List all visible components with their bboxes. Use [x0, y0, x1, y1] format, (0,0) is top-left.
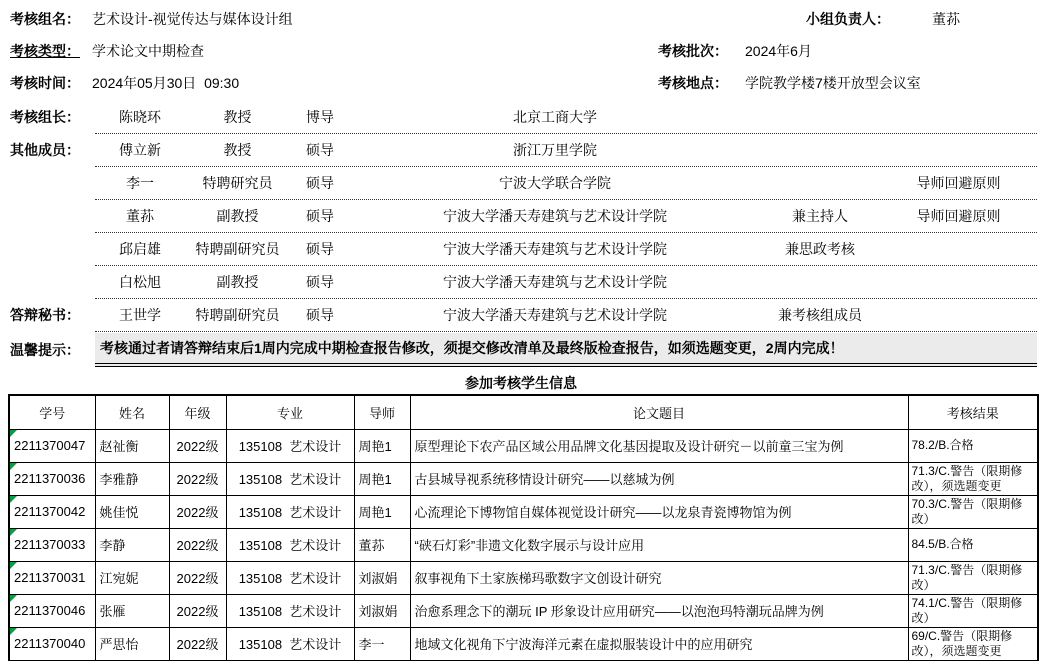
- member-institution: 宁波大学潘天寿建筑与艺术设计学院: [443, 207, 667, 224]
- member-role-note: 兼主持人: [792, 207, 848, 224]
- student-name: 李静: [95, 528, 169, 561]
- student-result: 74.1/C.警告（限期修改）: [908, 594, 1038, 627]
- member-row-label: 其他成员：: [10, 141, 80, 158]
- comment-indicator-icon: [10, 430, 17, 437]
- student-id-cell: [9, 495, 95, 528]
- student-advisor: 周艳1: [354, 429, 410, 462]
- student-major: 135108 艺术设计: [226, 429, 354, 462]
- student-name: 李雅静: [95, 462, 169, 495]
- student-id-cell: [9, 462, 95, 495]
- student-result: 71.3/C.警告（限期修改）: [908, 561, 1038, 594]
- student-advisor: 刘淑娟: [354, 594, 410, 627]
- member-row: [8, 166, 1037, 199]
- group-name-value: 艺术设计-视觉传达与媒体设计组: [92, 11, 293, 27]
- student-major: 135108 艺术设计: [226, 627, 354, 661]
- student-result: 84.5/B.合格: [908, 528, 1038, 561]
- member-row-cells: [95, 232, 1037, 266]
- col-header-thesis: 论文题目: [410, 395, 908, 429]
- member-mentor-type: 硕导: [306, 240, 334, 257]
- time-label: 考核时间：: [10, 75, 80, 91]
- batch-label: 考核批次：: [658, 43, 728, 59]
- member-institution: 宁波大学潘天寿建筑与艺术设计学院: [443, 306, 667, 323]
- col-header-student-id: 学号: [9, 395, 95, 429]
- student-grade: 2022级: [169, 561, 226, 594]
- member-row-label: 考核组长：: [10, 108, 80, 125]
- student-id: 2211370031: [14, 570, 86, 585]
- member-role-note: 兼思政考核: [785, 240, 855, 257]
- student-row: [9, 462, 1038, 495]
- student-id-cell: [9, 561, 95, 594]
- student-id-cell: [9, 429, 95, 462]
- member-row-secretary: [8, 298, 1037, 331]
- member-row-cells: [95, 166, 1037, 200]
- student-grade: 2022级: [169, 627, 226, 661]
- member-row-cells: [95, 100, 1037, 134]
- member-row-label: 答辩秘书：: [10, 306, 80, 323]
- member-row: [8, 199, 1037, 232]
- member-row-cells: [95, 298, 1037, 332]
- student-result: 71.3/C.警告（限期修改），须选题变更: [908, 462, 1038, 495]
- member-title: 教授: [223, 141, 252, 158]
- comment-indicator-icon: [10, 595, 17, 602]
- student-advisor: 刘淑娟: [354, 561, 410, 594]
- member-title: 副教授: [216, 273, 259, 290]
- student-advisor: 周艳1: [354, 462, 410, 495]
- student-name: 姚佳悦: [95, 495, 169, 528]
- col-header-advisor: 导师: [354, 395, 410, 429]
- member-title: 特聘副研究员: [195, 306, 280, 323]
- student-thesis: 治愈系理念下的潮玩 IP 形象设计应用研究——以泡泡玛特潮玩品牌为例: [410, 594, 908, 627]
- member-name: 傅立新: [119, 141, 161, 158]
- student-row: [9, 429, 1038, 462]
- leader-label: 小组负责人：: [806, 11, 890, 27]
- student-grade: 2022级: [169, 462, 226, 495]
- member-mentor-type: 硕导: [306, 174, 334, 191]
- member-institution: 浙江万里学院: [513, 141, 597, 158]
- student-advisor: 周艳1: [354, 495, 410, 528]
- group-name-label: 考核组名：: [10, 11, 80, 27]
- location-value: 学院教学楼7楼开放型会议室: [745, 75, 921, 91]
- leader-value: 董荪: [932, 11, 960, 27]
- member-title: 特聘副研究员: [195, 240, 280, 257]
- member-name: 白松旭: [119, 273, 161, 290]
- student-id-cell: [9, 627, 95, 661]
- member-mentor-type: 硕导: [306, 141, 334, 158]
- member-institution: 宁波大学联合学院: [499, 174, 611, 191]
- student-name: 严思怡: [95, 627, 169, 661]
- member-row-cells: [95, 199, 1037, 233]
- type-value: 学术论文中期检查: [92, 43, 204, 59]
- student-result: 70.3/C.警告（限期修改）: [908, 495, 1038, 528]
- student-major: 135108 艺术设计: [226, 561, 354, 594]
- member-institution: 宁波大学潘天寿建筑与艺术设计学院: [443, 273, 667, 290]
- member-avoidance-note: 导师回避原则: [916, 174, 1001, 191]
- location-label: 考核地点：: [658, 75, 728, 91]
- student-name: 江宛妮: [95, 561, 169, 594]
- member-title: 特聘研究员: [202, 174, 273, 191]
- student-thesis: “硖石灯彩”非遗文化数字展示与设计应用: [410, 528, 908, 561]
- col-header-major: 专业: [226, 395, 354, 429]
- member-title: 副教授: [216, 207, 259, 224]
- member-mentor-type: 硕导: [306, 207, 334, 224]
- student-thesis: 地域文化视角下宁波海洋元素在虚拟服装设计中的应用研究: [410, 627, 908, 661]
- student-id-cell: [9, 528, 95, 561]
- time-value: 2024年05月30日 09:30: [92, 75, 240, 91]
- batch-value: 2024年6月: [745, 43, 812, 59]
- student-thesis: 心流理论下博物馆自媒体视觉设计研究——以龙泉青瓷博物馆为例: [410, 495, 908, 528]
- tip-row: [8, 331, 1037, 368]
- col-header-result: 考核结果: [908, 395, 1038, 429]
- member-row-cells: [95, 265, 1037, 299]
- student-grade: 2022级: [169, 594, 226, 627]
- student-id: 2211370040: [14, 636, 86, 651]
- students-table: [8, 394, 1039, 661]
- member-avoidance-note: 导师回避原则: [916, 207, 1001, 224]
- student-id: 2211370033: [14, 537, 86, 552]
- member-institution: 北京工商大学: [513, 108, 597, 125]
- student-id: 2211370046: [14, 603, 86, 618]
- student-thesis: 叙事视角下土家族梯玛歌数字文创设计研究: [410, 561, 908, 594]
- student-id: 2211370042: [14, 504, 86, 519]
- students-header-row: [9, 395, 1038, 429]
- student-name: 赵祉衡: [95, 429, 169, 462]
- member-row-chairman: [8, 100, 1037, 133]
- student-row: [9, 528, 1038, 561]
- member-name: 陈晓环: [119, 108, 161, 125]
- comment-indicator-icon: [10, 496, 17, 503]
- student-thesis: 原型理论下农产品区域公用品牌文化基因提取及设计研究－以前童三宝为例: [410, 429, 908, 462]
- student-major: 135108 艺术设计: [226, 594, 354, 627]
- students-section-title: 参加考核学生信息: [465, 375, 577, 391]
- student-result: 69/C.警告（限期修改），须选题变更: [908, 627, 1038, 661]
- member-name: 王世学: [119, 306, 161, 323]
- tip-label: 温馨提示：: [10, 341, 80, 358]
- student-grade: 2022级: [169, 429, 226, 462]
- member-row: [8, 133, 1037, 166]
- student-row: [9, 627, 1038, 661]
- col-header-grade: 年级: [169, 395, 226, 429]
- member-mentor-type: 博导: [306, 108, 334, 125]
- comment-indicator-icon: [10, 463, 17, 470]
- student-major: 135108 艺术设计: [226, 495, 354, 528]
- student-thesis: 古县城导视系统移情设计研究——以慈城为例: [410, 462, 908, 495]
- student-result: 78.2/B.合格: [908, 429, 1038, 462]
- tip-text: 考核通过者请答辩结束后1周内完成中期检查报告修改，须提交修改清单及最终版检查报告，如须选题变更，2周内完成！: [95, 333, 1037, 367]
- member-name: 邱启雄: [119, 240, 161, 257]
- student-name: 张雁: [95, 594, 169, 627]
- col-header-name: 姓名: [95, 395, 169, 429]
- member-role-note: 兼考核组成员: [778, 306, 862, 323]
- comment-indicator-icon: [10, 562, 17, 569]
- student-major: 135108 艺术设计: [226, 462, 354, 495]
- member-institution: 宁波大学潘天寿建筑与艺术设计学院: [443, 240, 667, 257]
- student-row: [9, 561, 1038, 594]
- students-table-wrap: [8, 394, 1039, 661]
- member-title: 教授: [223, 108, 252, 125]
- student-id: 2211370047: [14, 438, 86, 453]
- type-label: 考核类型：: [10, 43, 80, 59]
- student-id-cell: [9, 594, 95, 627]
- member-row-cells: [95, 133, 1037, 167]
- member-row: [8, 232, 1037, 265]
- member-name: 李一: [126, 174, 154, 191]
- comment-indicator-icon: [10, 529, 17, 536]
- member-name: 董荪: [126, 207, 154, 224]
- comment-indicator-icon: [10, 628, 17, 635]
- member-mentor-type: 硕导: [306, 306, 334, 323]
- student-grade: 2022级: [169, 495, 226, 528]
- student-advisor: 李一: [354, 627, 410, 661]
- student-row: [9, 495, 1038, 528]
- student-major: 135108 艺术设计: [226, 528, 354, 561]
- student-row: [9, 594, 1038, 627]
- member-row: [8, 265, 1037, 298]
- student-grade: 2022级: [169, 528, 226, 561]
- student-id: 2211370036: [14, 471, 86, 486]
- student-advisor: 董荪: [354, 528, 410, 561]
- member-mentor-type: 硕导: [306, 273, 334, 290]
